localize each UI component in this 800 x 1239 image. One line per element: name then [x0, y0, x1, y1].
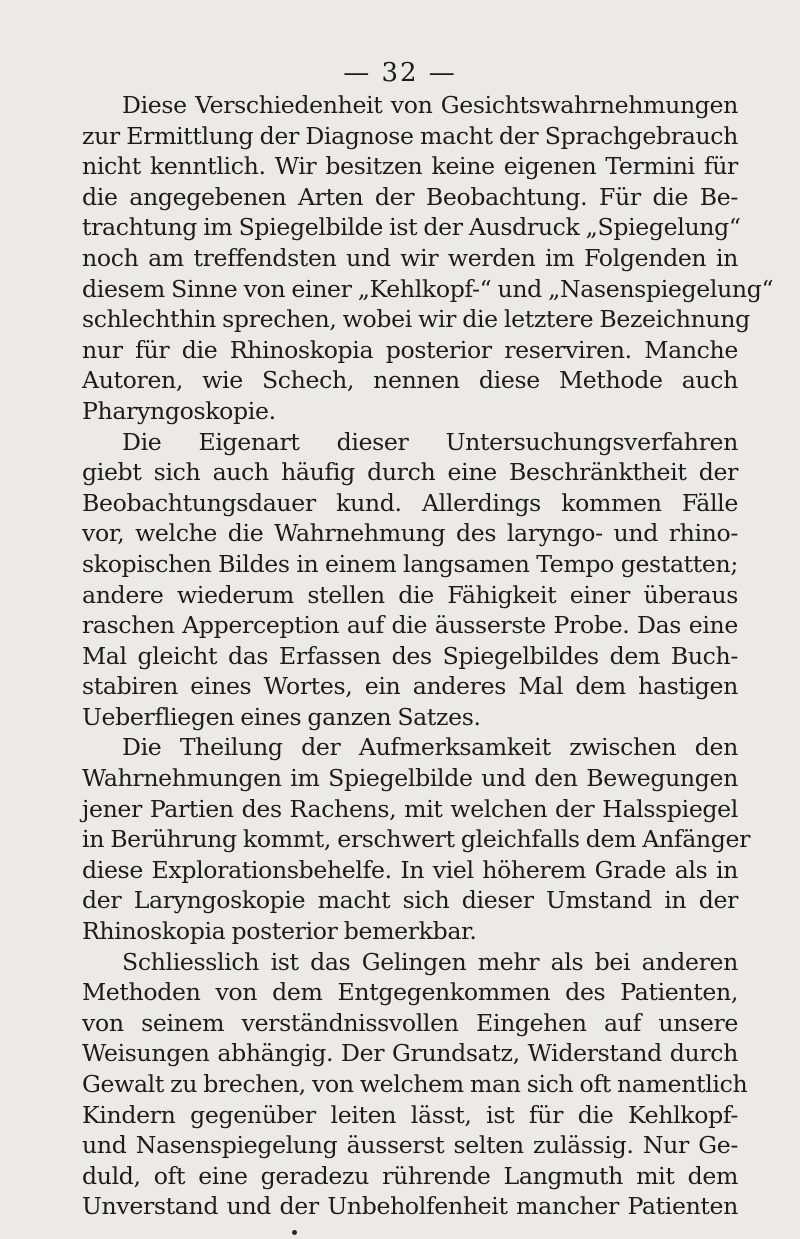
text-line: Kindern gegenüber leiten lässt, ist für die Kehlkopf-	[82, 1100, 738, 1129]
text-line: nicht kenntlich. Wir besitzen keine eigenen Termini für	[82, 152, 738, 181]
text-line: Gewalt zu brechen, von welchem man sich oft namentlich	[82, 1070, 748, 1098]
text-line: duld, oft eine geradezu rührende Langmuth mit dem	[82, 1161, 738, 1190]
text-line: und Nasenspiegelung äusserst selten zulässig. Nur Ge-	[82, 1131, 738, 1160]
page-number: — 32 —	[343, 58, 457, 88]
text-line: diese Explorationsbehelfe. In viel höherem Grade als in	[82, 855, 738, 884]
text-line: Mal gleicht das Erfassen des Spiegelbildes dem Buch-	[82, 641, 738, 670]
text-line: Wahrnehmungen im Spiegelbilde und den Bewegungen	[82, 764, 738, 793]
text-line: zur Ermittlung der Diagnose macht der Sprachgebrauch	[82, 121, 738, 150]
text-line: schlechthin sprechen, wobei wir die letztere Bezeichnung	[82, 305, 750, 334]
text-line: andere wiederum stellen die Fähigkeit einer überaus	[82, 580, 738, 609]
text-line: diesem Sinne von einer „Kehlkopf-“ und „Nasenspiegelung“	[82, 274, 774, 303]
text-line: skopischen Bildes in einem langsamen Tempo gestatten;	[82, 549, 738, 578]
text-line: trachtung im Spiegelbilde ist der Ausdruck „Spiegelung“	[82, 213, 741, 242]
text-line: die angegebenen Arten der Beobachtung. Für die Be-	[82, 182, 738, 211]
text-line: vor, welche die Wahrnehmung des laryngo- und rhino-	[82, 519, 738, 548]
text-line: nur für die Rhinoskopia posterior reserviren. Manche	[82, 335, 738, 364]
text-line: Unverstand und der Unbeholfenheit mancher Patienten	[82, 1192, 738, 1221]
text-line: Rhinoskopia posterior bemerkbar.	[82, 917, 477, 946]
text-line: jener Partien des Rachens, mit welchen der Halsspiegel	[82, 794, 738, 823]
text-line: noch am treffendsten und wir werden im Folgenden in	[82, 243, 738, 272]
text-line: raschen Apperception auf die äusserste Probe. Das eine	[82, 611, 738, 640]
text-line: Autoren, wie Schech, nennen diese Methode auch	[82, 366, 738, 395]
text-line: Diese Verschiedenheit von Gesichtswahrnehmungen	[122, 91, 738, 119]
text-line: von seinem verständnissvollen Eingehen auf unsere	[82, 1008, 738, 1037]
text-line: Methoden von dem Entgegenkommen des Patienten,	[82, 978, 738, 1007]
text-line: Weisungen abhängig. Der Grundsatz, Widerstand durch	[82, 1039, 738, 1068]
text-line: in Berührung kommt, erschwert gleichfalls dem Anfänger	[82, 825, 751, 854]
print-speck	[292, 1230, 297, 1235]
text-line: Pharyngoskopie.	[82, 396, 276, 425]
text-line: giebt sich auch häufig durch eine Beschränktheit der	[82, 458, 738, 487]
text-line: Beobachtungsdauer kund. Allerdings kommen Fälle	[82, 488, 738, 517]
text-line: Schliesslich ist das Gelingen mehr als bei anderen	[122, 947, 738, 976]
body-text	[82, 90, 774, 1222]
text-line: Die Theilung der Aufmerksamkeit zwischen den	[122, 733, 738, 762]
text-line: der Laryngoskopie macht sich dieser Umstand in der	[82, 886, 738, 915]
text-line: Ueberfliegen eines ganzen Satzes.	[82, 702, 481, 731]
text-line: Die Eigenart dieser Untersuchungsverfahren	[122, 427, 738, 456]
text-line: stabiren eines Wortes, ein anderes Mal dem hastigen	[82, 672, 738, 701]
